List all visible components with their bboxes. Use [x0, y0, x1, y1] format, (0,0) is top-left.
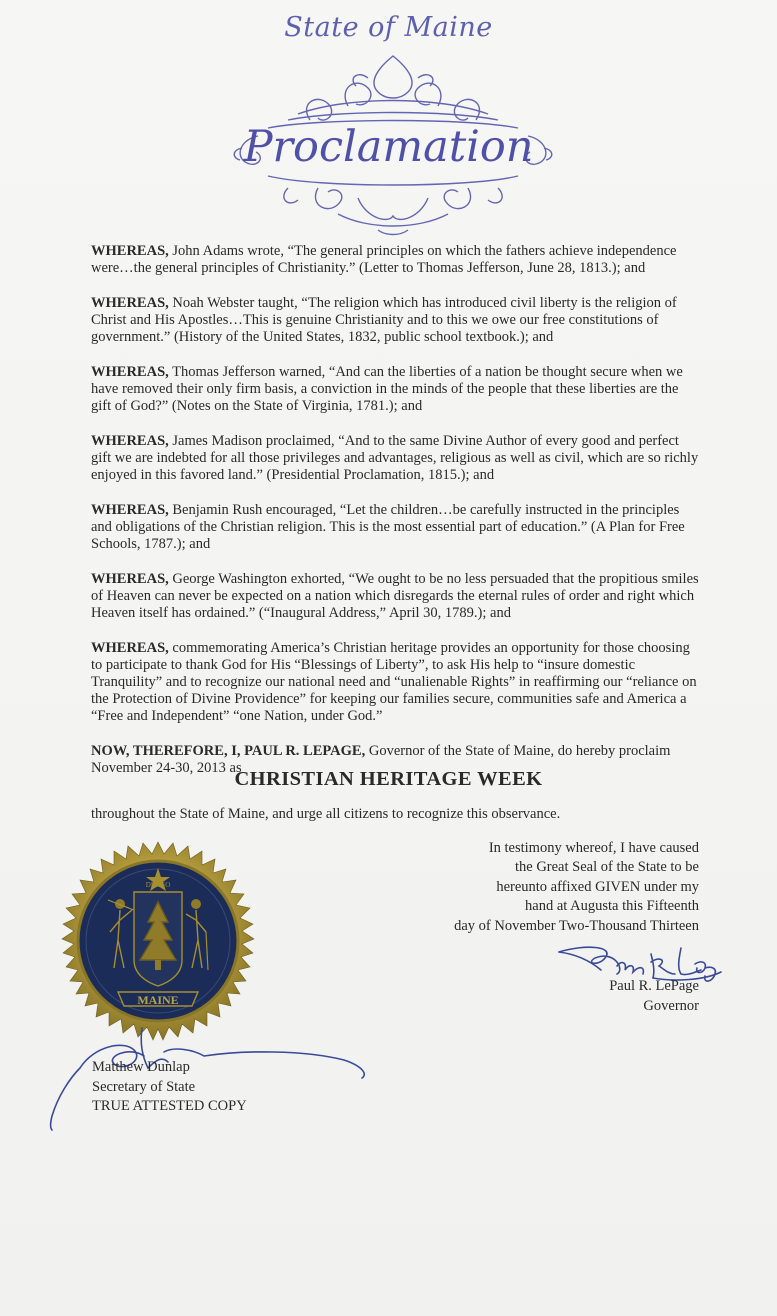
- seal-motto: DIRIGO: [145, 881, 171, 889]
- paragraph-text: George Washington exhorted, “We ought to be no less persuaded that the propitious smiles of Heaven can never be expected on a nation which disregards the eternal rules of order and right which Heaven itself has ordained.” (“Inaugural Address,” April 30, 1789.); and: [91, 571, 699, 621]
- paragraph-text: John Adams wrote, “The general principles on which the fathers achieve independence were…the general principles of Christianity.” (Letter to Thomas Jefferson, June 28, 1813.); and: [91, 243, 677, 276]
- paragraph-text: commemorating America’s Christian heritage provides an opportunity for those choosing to participate to thank God for His “Blessings of Liberty”, to ask His help to “insure domestic Tranquility” and to recognize our national need and “unalienable Rights” in reaffirming our “reliance on the Protection of Divine Providence” for keeping our families secure, communities safe and America a “Free and Independent” “one Nation, under God.”: [91, 640, 697, 724]
- paragraph-lead: NOW, THEREFORE, I, PAUL R. LEPAGE,: [91, 743, 366, 759]
- attested-copy-note: TRUE ATTESTED COPY: [92, 1098, 247, 1114]
- paragraph-lead: WHEREAS,: [91, 640, 169, 656]
- testimony-line: the Great Seal of the State to be: [514, 859, 699, 876]
- header-state: State of Maine: [284, 12, 493, 43]
- throughout-line: throughout the State of Maine, and urge all citizens to recognize this observance.: [91, 806, 561, 822]
- governor-title: Governor: [643, 997, 699, 1014]
- paragraph-text: Thomas Jefferson warned, “And can the liberties of a nation be thought secure when we have removed their only firm basis, a conviction in the minds of the people that these liberties are the gift of God?” (Notes on the State of Virginia, 1781.); and: [91, 364, 683, 414]
- testimony-line: In testimony whereof, I have caused: [488, 840, 699, 856]
- governor-name: Paul R. LePage: [609, 978, 699, 994]
- paragraph-lead: WHEREAS,: [91, 502, 169, 518]
- paragraph-text: Governor of the State of Maine, do hereby proclaim November 24-30, 2013 as: [91, 743, 671, 776]
- proclamation-body: [91, 243, 701, 795]
- paragraph-lead: WHEREAS,: [91, 571, 169, 587]
- proclamation-title: Proclamation: [243, 122, 534, 172]
- seal-label: MAINE: [137, 993, 179, 1007]
- whereas-paragraph: [91, 640, 701, 725]
- testimony-line: day of November Two-Thousand Thirteen: [454, 917, 699, 934]
- testimony-line: hereunto affixed GIVEN under my: [496, 878, 699, 895]
- week-title: CHRISTIAN HERITAGE WEEK: [234, 768, 543, 790]
- whereas-paragraph: [91, 295, 701, 346]
- secretary-name: Matthew Dunlap: [92, 1059, 190, 1075]
- whereas-paragraph: [91, 364, 701, 415]
- paragraph-lead: WHEREAS,: [91, 295, 169, 311]
- governor-block: [609, 977, 699, 1016]
- paragraph-text: Noah Webster taught, “The religion which has introduced civil liberty is the religion of Christ and His Apostles…This is genuine Christianity and to this we owe our free constitutions of government.” (History of the United States, 1832, public school textbook.); and: [91, 295, 677, 345]
- whereas-paragraph: [91, 571, 701, 622]
- paragraph-text: James Madison proclaimed, “And to the same Divine Author of every good and perfect gift we are indebted for all those privileges and advantages, religious as well as civil, which are so richly enjoyed in this favored land.” (Presidential Proclamation, 1815.); and: [91, 433, 699, 483]
- paragraph-lead: WHEREAS,: [91, 243, 169, 259]
- whereas-paragraph: [91, 243, 701, 277]
- paragraph-lead: WHEREAS,: [91, 433, 169, 449]
- whereas-paragraph: [91, 502, 701, 553]
- paragraph-text: Benjamin Rush encouraged, “Let the children…be carefully instructed in the principles and obligations of the Christian religion. This is the most essential part of education.” (A Plan for Free Schools, 1787.); and: [91, 502, 685, 552]
- whereas-paragraph: [91, 433, 701, 484]
- testimony-line: hand at Augusta this Fifteenth: [525, 898, 699, 915]
- secretary-title: Secretary of State: [92, 1078, 196, 1095]
- testimony-block: [454, 839, 699, 936]
- paragraph-lead: WHEREAS,: [91, 364, 169, 380]
- secretary-block: [92, 1058, 247, 1117]
